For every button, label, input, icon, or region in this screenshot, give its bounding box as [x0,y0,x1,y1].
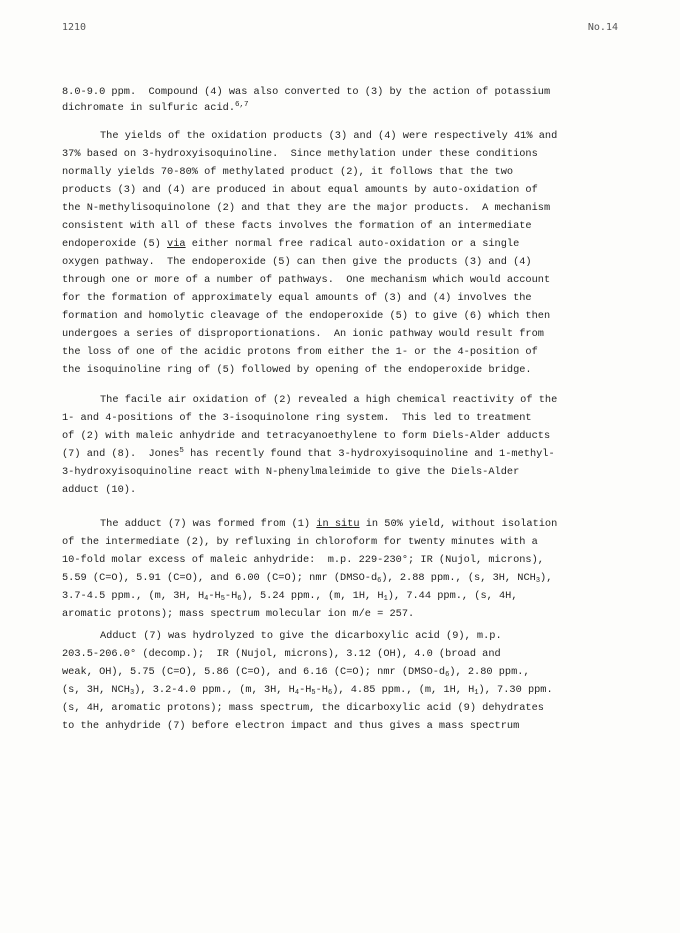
subscript: 6 [327,689,333,697]
text-line [62,346,538,358]
text-line [62,412,532,424]
text-line [100,394,557,406]
text-line [62,202,550,214]
text-run: (s, 3H, NCH [62,684,130,696]
text-run: ), 7.44 ppm., (s, 4H, [387,590,518,602]
text-run: -H [208,590,221,602]
text-run: (7) and (8). Jones [62,448,180,460]
text-line [62,608,414,620]
text-run: aromatic protons); mass spectrum molecular ion m/e = 257. [62,608,415,620]
text-run: adduct (10). [62,484,137,496]
text-line [62,184,538,196]
subscript: 5 [311,689,316,697]
text-line [100,630,502,642]
text-run: of the intermediate (2), by refluxing in chloroform for twenty minutes with a [62,536,538,548]
text-run: ), 2.80 ppm., [449,666,530,678]
text-line [62,554,544,566]
text-run: ), 5.24 ppm., (m, 1H, H [241,590,384,602]
text-line [62,572,552,584]
text-line [62,256,532,268]
text-line [62,364,532,376]
text-line [62,86,550,98]
text-run: dichromate in sulfuric acid. [62,102,236,114]
text-run: oxygen pathway. The endoperoxide (5) can then give the products (3) and (4) [62,256,532,268]
text-line [62,702,544,714]
text-run: weak, OH), 5.75 (C=O), 5.86 (C=O), and 6.16 (C=O); nmr (DMSO-d [62,666,446,678]
text-line [62,666,530,678]
text-run: 10-fold molar excess of maleic anhydride: m.p. 229-230°; IR (Nujol, microns), [62,554,544,566]
text-run: undergoes a series of disproportionations. An ionic pathway would result from [62,328,544,340]
text-run: of (2) with maleic anhydride and tetracyanoethylene to form Diels-Alder adducts [62,430,551,442]
text-run: The facile air oxidation of (2) revealed a high chemical reactivity of the [100,394,558,406]
text-run: -H [299,684,312,696]
text-line [62,310,550,322]
text-run: -H [315,684,328,696]
text-run: through one or more of a number of pathways. One mechanism which would account [62,274,551,286]
subscript: 4 [204,595,209,603]
text-run: either normal free radical auto-oxidation or a single [185,238,520,250]
text-line [62,238,519,250]
text-line [62,328,544,340]
text-line [62,292,532,304]
text-run: products (3) and (4) are produced in about equal amounts by auto-oxidation of [62,184,538,196]
text-run: formation and homolytic cleavage of the endoperoxide (5) to give (6) which then [62,310,551,322]
text-run: -H [224,590,238,602]
text-run: 3.7-4.5 ppm., (m, 3H, H [62,590,205,602]
text-run: the isoquinoline ring of (5) followed by opening of the endoperoxide bridge. [62,364,532,376]
subscript: 6 [377,577,382,585]
text-run: 1- and 4-positions of the 3-isoquinolone ring system. This led to treatment [62,412,532,424]
text-run: ), 4.85 ppm., (m, 1H, H [332,684,475,696]
superscript: 6,7 [235,101,249,109]
text-line [62,102,249,114]
page-number: 1210 [62,22,87,33]
text-line [100,130,557,142]
text-run: ), 3.2-4.0 ppm., (m, 3H, H [134,684,295,696]
subscript: 4 [294,689,300,697]
text-run: ), 7.30 ppm. [478,684,553,696]
text-run: the N-methylisoquinolone (2) and that they are the major products. A mechanism [62,202,551,214]
text-run: 3-hydroxyisoquinoline react with N-phenylmaleimide to give the Diels-Alder [62,466,520,478]
text-run: endoperoxide (5) [62,238,168,250]
text-line [62,274,550,286]
text-run: for the formation of approximately equal amounts of (3) and (4) involves the [62,292,532,304]
text-run: The yields of the oxidation products (3) and (4) were respectively 41% and [100,130,558,142]
superscript: 5 [179,447,184,455]
text-run: Adduct (7) was hydrolyzed to give the dicarboxylic acid (9), m.p. [100,630,502,642]
text-line [62,684,553,696]
subscript: 6 [237,595,242,603]
text-line [62,484,136,496]
text-run: in 50% yield, without isolation [359,518,558,530]
text-line [62,590,518,602]
text-run: 37% based on 3-hydroxyisoquinoline. Since methylation under these conditions [62,148,538,160]
text-run: 5.59 (C=O), 5.91 (C=O), and 6.00 (C=O); nmr (DMSO-d [62,572,378,584]
text-run: ), 2.88 ppm., (s, 3H, NCH [381,572,536,584]
subscript: 3 [535,577,541,585]
subscript: 6 [445,671,450,679]
text-line [62,536,538,548]
journal-issue-number: No.14 [587,22,618,33]
subscript: 1 [474,689,479,697]
text-run: 203.5-206.0° (decomp.); IR (Nujol, microns), 3.12 (OH), 4.0 (broad and [62,648,501,660]
text-line [100,518,557,530]
subscript: 5 [220,595,225,603]
text-line [62,148,538,160]
underlined-text: via [167,238,186,250]
underlined-text: in situ [316,518,360,530]
text-run: The adduct (7) was formed from (1) [100,518,317,530]
text-line [62,720,519,732]
text-run: has recently found that 3-hydroxyisoquinoline and 1-methyl- [183,448,555,460]
text-line [62,430,550,442]
text-run: ), [540,572,553,584]
text-run: 8.0-9.0 ppm. Compound (4) was also converted to (3) by the action of potassium [62,86,551,98]
text-line [62,466,519,478]
text-line [62,166,513,178]
text-line [62,648,501,660]
text-line [62,220,532,232]
text-run: consistent with all of these facts involves the formation of an intermediate [62,220,532,232]
text-line [62,448,555,460]
subscript: 1 [383,595,388,603]
text-run: the loss of one of the acidic protons from either the 1- or the 4-position of [62,346,538,358]
text-run: normally yields 70-80% of methylated product (2), it follows that the two [62,166,514,178]
subscript: 3 [129,689,135,697]
text-run: to the anhydride (7) before electron impact and thus gives a mass spectrum [62,720,520,732]
text-run: (s, 4H, aromatic protons); mass spectrum, the dicarboxylic acid (9) dehydrates [62,702,544,714]
